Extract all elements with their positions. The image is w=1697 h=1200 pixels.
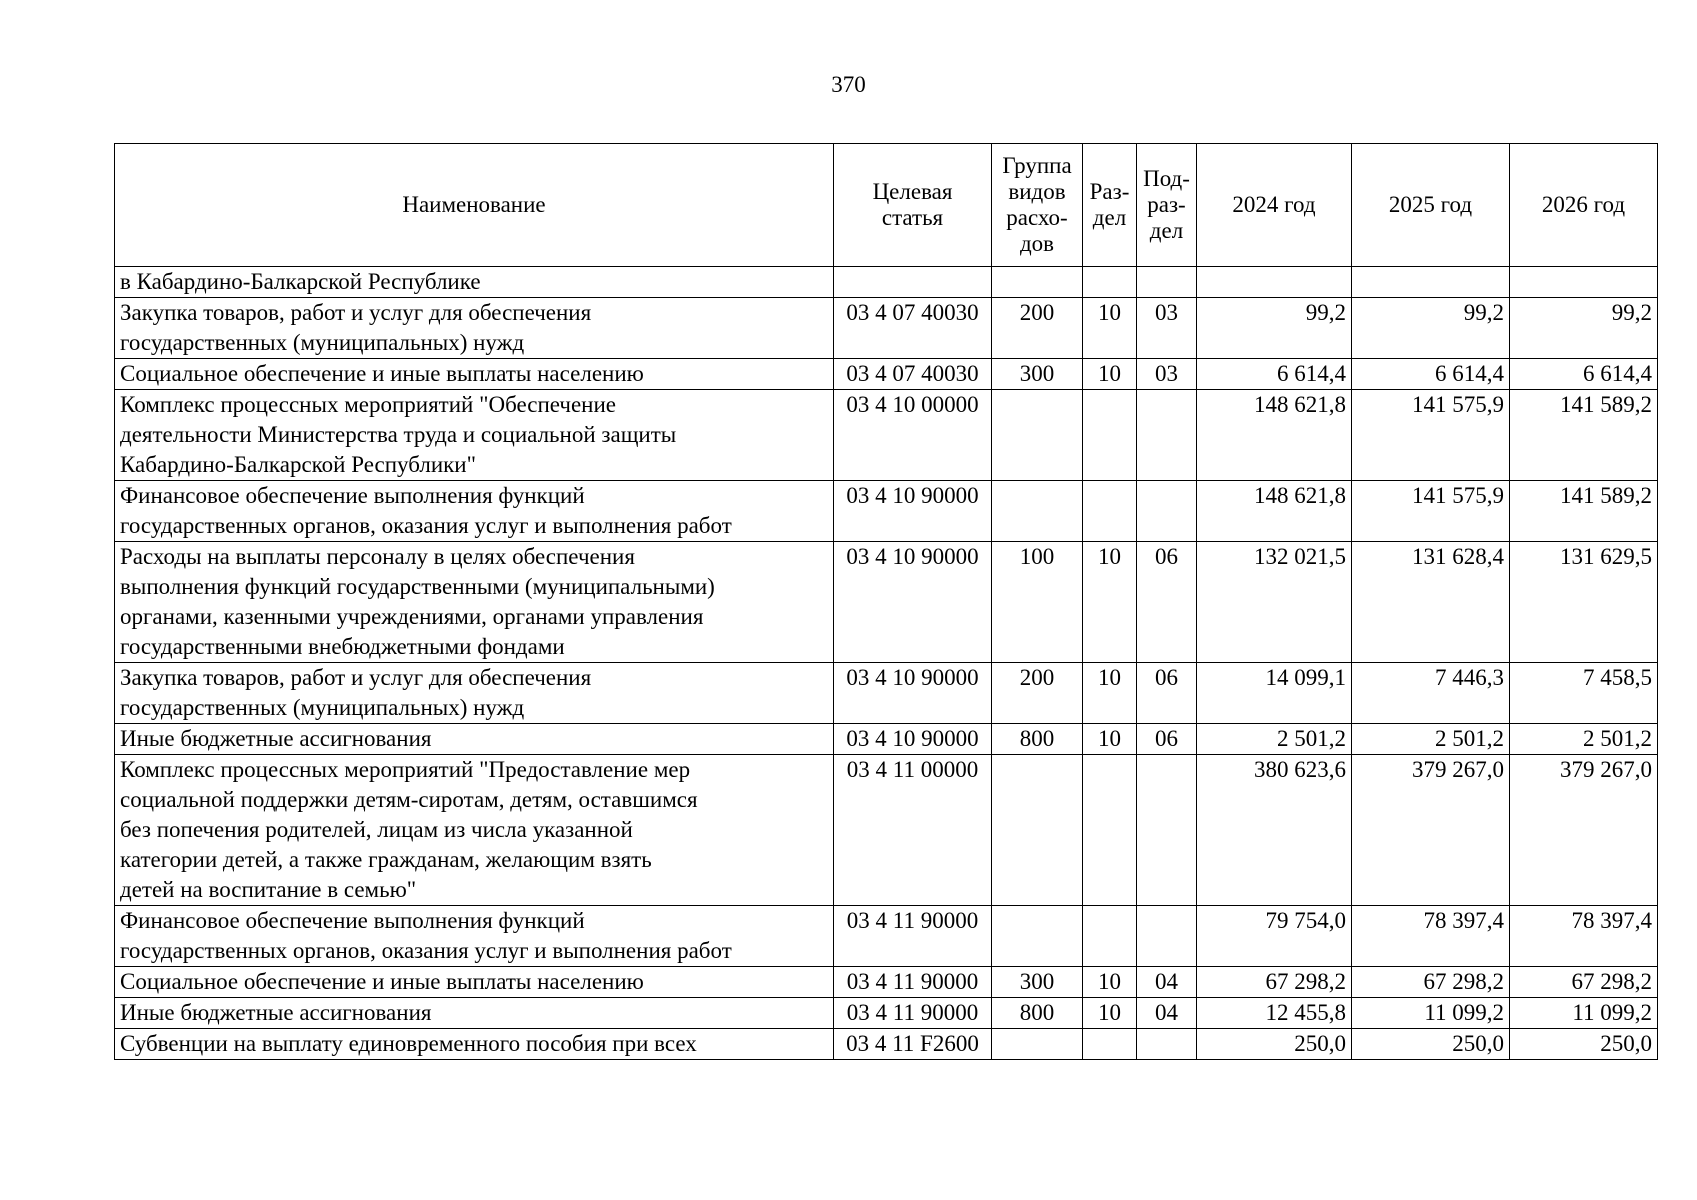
cell-target: 03 4 10 00000 <box>834 390 992 481</box>
cell-name-line: Социальное обеспечение и иные выплаты населению <box>120 361 644 386</box>
budget-table <box>114 143 1658 1060</box>
cell-name-line: Финансовое обеспечение выполнения функций <box>120 908 585 933</box>
cell-2026: 2 501,2 <box>1510 724 1658 755</box>
header-name: Наименование <box>115 144 834 267</box>
table-header-row <box>115 144 1658 267</box>
header-subsection: Под- раз- дел <box>1137 144 1197 267</box>
cell-subsection <box>1137 267 1197 298</box>
cell-section: 10 <box>1083 998 1137 1029</box>
cell-2026: 11 099,2 <box>1510 998 1658 1029</box>
cell-target: 03 4 11 00000 <box>834 755 992 906</box>
cell-2026: 6 614,4 <box>1510 359 1658 390</box>
cell-name-line: Закупка товаров, работ и услуг для обеспечения <box>120 665 592 690</box>
header-2025: 2025 год <box>1352 144 1510 267</box>
cell-name <box>115 967 834 998</box>
cell-2025: 67 298,2 <box>1352 967 1510 998</box>
cell-2026 <box>1510 267 1658 298</box>
cell-2025 <box>1352 267 1510 298</box>
cell-target: 03 4 07 40030 <box>834 359 992 390</box>
cell-name-line: Расходы на выплаты персоналу в целях обеспечения <box>120 544 635 569</box>
table-row <box>115 267 1658 298</box>
cell-name-line: государственных (муниципальных) нужд <box>120 330 525 355</box>
cell-2025: 141 575,9 <box>1352 481 1510 542</box>
cell-target: 03 4 11 90000 <box>834 998 992 1029</box>
table-row <box>115 663 1658 724</box>
cell-2024: 250,0 <box>1197 1029 1352 1060</box>
cell-subsection <box>1137 1029 1197 1060</box>
cell-name-line: категории детей, а также гражданам, желающим взять <box>120 847 652 872</box>
table-row <box>115 755 1658 906</box>
cell-2024: 2 501,2 <box>1197 724 1352 755</box>
table-body <box>115 267 1658 1060</box>
cell-name-line: государственными внебюджетными фондами <box>120 634 565 659</box>
cell-name <box>115 359 834 390</box>
cell-name-line: Комплекс процессных мероприятий "Обеспечение <box>120 392 617 417</box>
table-row <box>115 298 1658 359</box>
table-row <box>115 390 1658 481</box>
cell-section <box>1083 1029 1137 1060</box>
cell-subsection: 06 <box>1137 663 1197 724</box>
cell-subsection <box>1137 481 1197 542</box>
table-row <box>115 998 1658 1029</box>
cell-2026: 250,0 <box>1510 1029 1658 1060</box>
cell-group: 200 <box>992 298 1083 359</box>
cell-2026: 67 298,2 <box>1510 967 1658 998</box>
cell-name-line: Кабардино-Балкарской Республики" <box>120 452 477 477</box>
cell-2025: 250,0 <box>1352 1029 1510 1060</box>
cell-2025: 78 397,4 <box>1352 906 1510 967</box>
cell-subsection <box>1137 906 1197 967</box>
cell-name-line: Комплекс процессных мероприятий "Предоставление мер <box>120 757 691 782</box>
cell-2025: 131 628,4 <box>1352 542 1510 663</box>
cell-2026: 141 589,2 <box>1510 390 1658 481</box>
cell-name-line: выполнения функций государственными (муниципальными) <box>120 574 715 599</box>
cell-2026: 78 397,4 <box>1510 906 1658 967</box>
cell-2025: 6 614,4 <box>1352 359 1510 390</box>
cell-group <box>992 755 1083 906</box>
cell-2024: 67 298,2 <box>1197 967 1352 998</box>
cell-name-line: Социальное обеспечение и иные выплаты населению <box>120 969 644 994</box>
cell-name <box>115 998 834 1029</box>
cell-name <box>115 267 834 298</box>
cell-name-line: социальной поддержки детям-сиротам, детям, оставшимся <box>120 787 698 812</box>
cell-name-line: в Кабардино-Балкарской Республике <box>120 269 481 294</box>
cell-section: 10 <box>1083 724 1137 755</box>
cell-2024: 14 099,1 <box>1197 663 1352 724</box>
cell-group <box>992 267 1083 298</box>
cell-2026: 379 267,0 <box>1510 755 1658 906</box>
cell-name <box>115 298 834 359</box>
cell-name-line: Закупка товаров, работ и услуг для обеспечения <box>120 300 592 325</box>
cell-target <box>834 267 992 298</box>
cell-group: 200 <box>992 663 1083 724</box>
cell-group: 300 <box>992 359 1083 390</box>
table-row <box>115 359 1658 390</box>
cell-group: 800 <box>992 724 1083 755</box>
cell-2024: 148 621,8 <box>1197 390 1352 481</box>
cell-name <box>115 390 834 481</box>
cell-group <box>992 1029 1083 1060</box>
table-row <box>115 542 1658 663</box>
cell-2024: 6 614,4 <box>1197 359 1352 390</box>
cell-2024: 12 455,8 <box>1197 998 1352 1029</box>
cell-target: 03 4 10 90000 <box>834 724 992 755</box>
cell-section <box>1083 755 1137 906</box>
cell-name-line: Иные бюджетные ассигнования <box>120 1000 432 1025</box>
cell-target: 03 4 11 90000 <box>834 906 992 967</box>
cell-subsection <box>1137 755 1197 906</box>
cell-target: 03 4 11 90000 <box>834 967 992 998</box>
cell-2024: 79 754,0 <box>1197 906 1352 967</box>
cell-subsection: 06 <box>1137 542 1197 663</box>
cell-name-line: органами, казенными учреждениями, органами управления <box>120 604 704 629</box>
page-number: 370 <box>831 72 866 97</box>
cell-name <box>115 906 834 967</box>
cell-2025: 99,2 <box>1352 298 1510 359</box>
header-group: Группа видов расхо- дов <box>992 144 1083 267</box>
cell-2025: 7 446,3 <box>1352 663 1510 724</box>
table-row <box>115 906 1658 967</box>
cell-group: 300 <box>992 967 1083 998</box>
cell-name-line: детей на воспитание в семью" <box>120 877 417 902</box>
cell-subsection: 04 <box>1137 998 1197 1029</box>
cell-target: 03 4 07 40030 <box>834 298 992 359</box>
cell-section <box>1083 481 1137 542</box>
cell-name-line: Иные бюджетные ассигнования <box>120 726 432 751</box>
cell-2025: 141 575,9 <box>1352 390 1510 481</box>
cell-name-line: государственных органов, оказания услуг и выполнения работ <box>120 513 732 538</box>
cell-name-line: без попечения родителей, лицам из числа указанной <box>120 817 633 842</box>
cell-name <box>115 663 834 724</box>
cell-name-line: деятельности Министерства труда и социальной защиты <box>120 422 677 447</box>
cell-2025: 379 267,0 <box>1352 755 1510 906</box>
cell-section: 10 <box>1083 967 1137 998</box>
cell-name-line: государственных (муниципальных) нужд <box>120 695 525 720</box>
cell-2024: 148 621,8 <box>1197 481 1352 542</box>
cell-subsection: 04 <box>1137 967 1197 998</box>
cell-section: 10 <box>1083 663 1137 724</box>
cell-2026: 141 589,2 <box>1510 481 1658 542</box>
cell-2024: 132 021,5 <box>1197 542 1352 663</box>
cell-group <box>992 481 1083 542</box>
cell-name <box>115 542 834 663</box>
cell-target: 03 4 10 90000 <box>834 481 992 542</box>
header-2026: 2026 год <box>1510 144 1658 267</box>
cell-target: 03 4 10 90000 <box>834 542 992 663</box>
table-row <box>115 481 1658 542</box>
cell-group <box>992 390 1083 481</box>
cell-name-line: Финансовое обеспечение выполнения функций <box>120 483 585 508</box>
cell-name <box>115 755 834 906</box>
cell-subsection: 03 <box>1137 298 1197 359</box>
cell-2024: 380 623,6 <box>1197 755 1352 906</box>
cell-section <box>1083 390 1137 481</box>
cell-name-line: Субвенции на выплату единовременного пособия при всех <box>120 1031 697 1056</box>
header-target: Целевая статья <box>834 144 992 267</box>
cell-2025: 2 501,2 <box>1352 724 1510 755</box>
cell-2026: 7 458,5 <box>1510 663 1658 724</box>
cell-target: 03 4 11 F2600 <box>834 1029 992 1060</box>
cell-2026: 131 629,5 <box>1510 542 1658 663</box>
table-row <box>115 1029 1658 1060</box>
cell-2024 <box>1197 267 1352 298</box>
cell-2026: 99,2 <box>1510 298 1658 359</box>
cell-section: 10 <box>1083 359 1137 390</box>
table-row <box>115 724 1658 755</box>
cell-2024: 99,2 <box>1197 298 1352 359</box>
cell-section: 10 <box>1083 542 1137 663</box>
cell-section: 10 <box>1083 298 1137 359</box>
cell-subsection <box>1137 390 1197 481</box>
table-row <box>115 967 1658 998</box>
cell-name <box>115 724 834 755</box>
header-section: Раз- дел <box>1083 144 1137 267</box>
cell-target: 03 4 10 90000 <box>834 663 992 724</box>
cell-name-line: государственных органов, оказания услуг и выполнения работ <box>120 938 732 963</box>
cell-subsection: 03 <box>1137 359 1197 390</box>
cell-section <box>1083 267 1137 298</box>
cell-name <box>115 1029 834 1060</box>
cell-section <box>1083 906 1137 967</box>
cell-group: 800 <box>992 998 1083 1029</box>
header-2024: 2024 год <box>1197 144 1352 267</box>
cell-group: 100 <box>992 542 1083 663</box>
cell-2025: 11 099,2 <box>1352 998 1510 1029</box>
cell-subsection: 06 <box>1137 724 1197 755</box>
cell-name <box>115 481 834 542</box>
cell-group <box>992 906 1083 967</box>
